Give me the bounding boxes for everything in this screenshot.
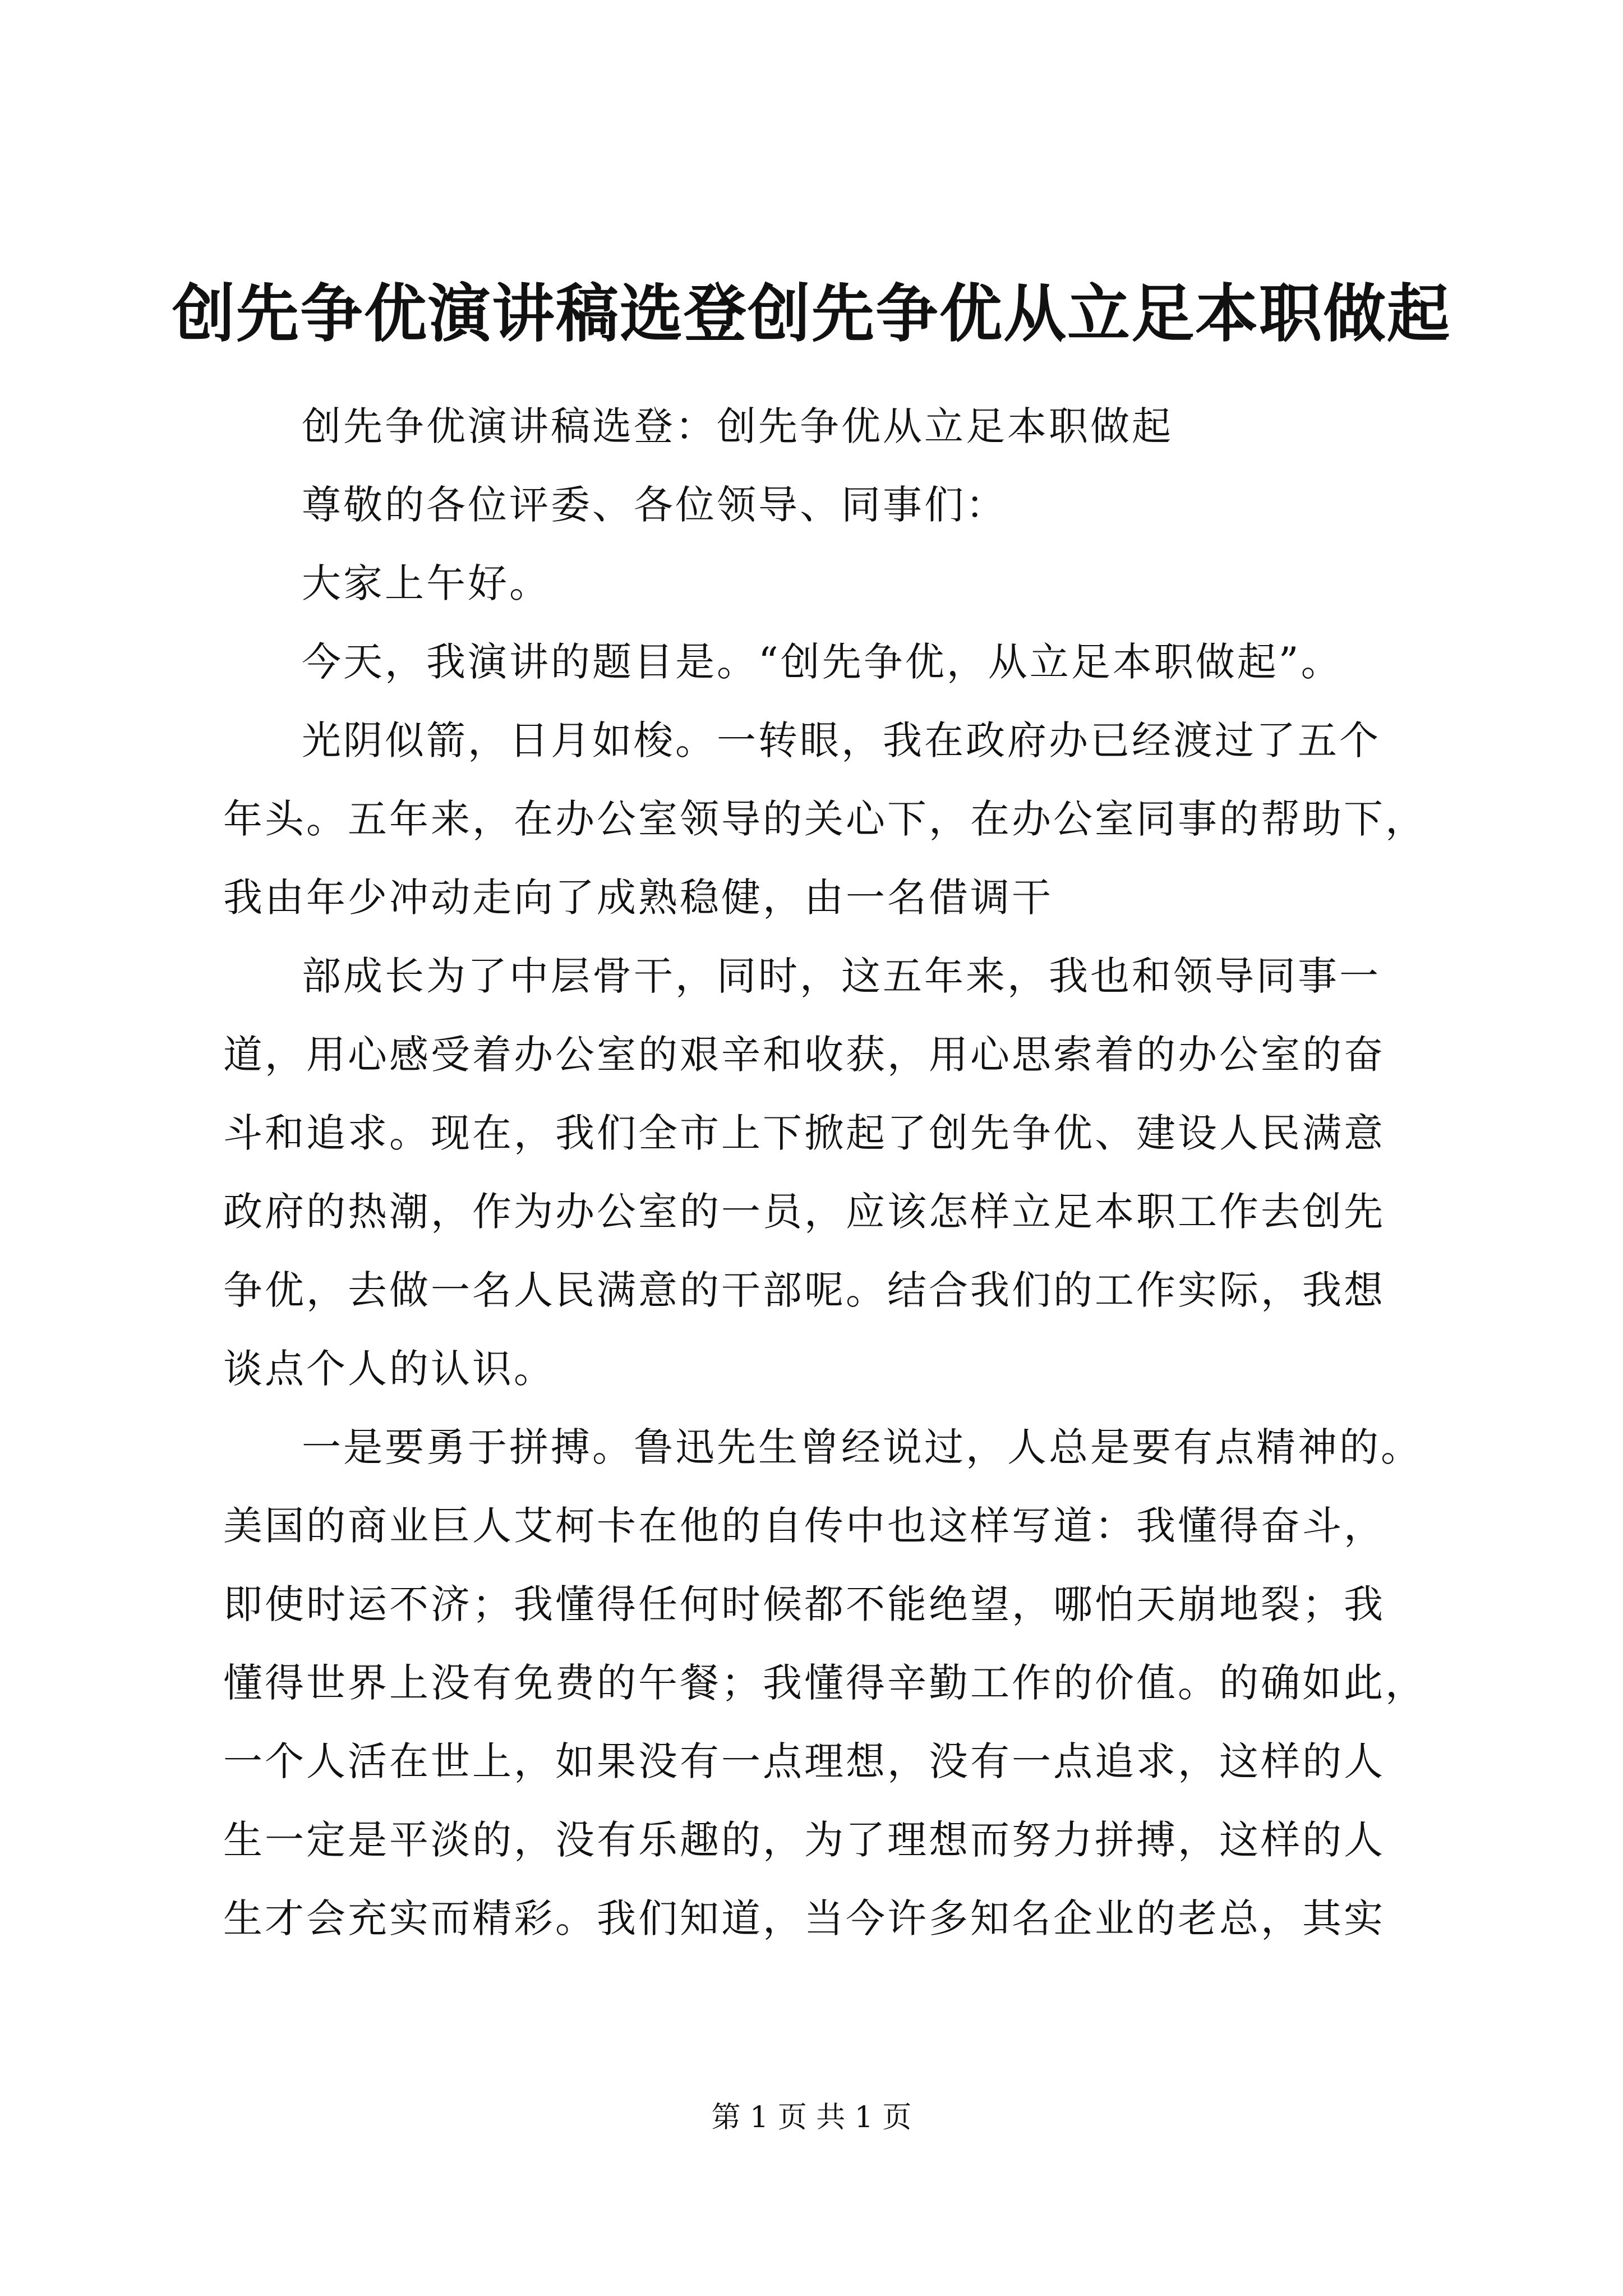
body-line: 美国的商业巨人艾柯卡在他的自传中也这样写道：我懂得奋斗， [223, 1503, 1385, 1549]
body-line: 部成长为了中层骨干，同时，这五年来，我也和领导同事一 [302, 953, 1381, 999]
body-line: 谈点个人的认识。 [223, 1346, 555, 1392]
body-line: 一是要勇于拼搏。鲁迅先生曾经说过，人总是要有点精神的。 [302, 1424, 1422, 1470]
body-line: 尊敬的各位评委、各位领导、同事们： [302, 482, 1007, 528]
body-line: 我由年少冲动走向了成熟稳健，由一名借调干 [223, 875, 1053, 921]
document-title: 创先争优演讲稿选登创先争优从立足本职做起 [172, 277, 1451, 351]
body-line: 大家上午好。 [302, 560, 551, 606]
body-line: 懂得世界上没有免费的午餐；我懂得辛勤工作的价值。的确如此， [223, 1660, 1427, 1706]
body-line: 光阴似箭，日月如梭。一转眼，我在政府办已经渡过了五个 [302, 717, 1381, 763]
body-line: 创先争优演讲稿选登：创先争优从立足本职做起 [302, 403, 1173, 449]
body-line: 争优，去做一名人民满意的干部呢。结合我们的工作实际，我想 [223, 1267, 1385, 1313]
body-line: 即使时运不济；我懂得任何时候都不能绝望，哪怕天崩地裂；我 [223, 1581, 1385, 1627]
body-line: 斗和追求。现在，我们全市上下掀起了创先争优、建设人民满意 [223, 1110, 1385, 1156]
body-line: 一个人活在世上，如果没有一点理想，没有一点追求，这样的人 [223, 1738, 1385, 1784]
document-body [223, 387, 1429, 1958]
body-line: 道，用心感受着办公室的艰辛和收获，用心思索着的办公室的奋 [223, 1032, 1385, 1078]
page-footer: 第 1 页 共 1 页 [711, 2101, 912, 2134]
body-line: 今天，我演讲的题目是。“创先争优，从立足本职做起”。 [302, 639, 1343, 685]
body-line: 年头。五年来，在办公室领导的关心下，在办公室同事的帮助下， [223, 796, 1427, 842]
body-line: 生一定是平淡的，没有乐趣的，为了理想而努力拼搏，这样的人 [223, 1817, 1385, 1863]
body-line: 政府的热潮，作为办公室的一员，应该怎样立足本职工作去创先 [223, 1189, 1385, 1235]
body-line: 生才会充实而精彩。我们知道，当今许多知名企业的老总，其实 [223, 1895, 1385, 1941]
